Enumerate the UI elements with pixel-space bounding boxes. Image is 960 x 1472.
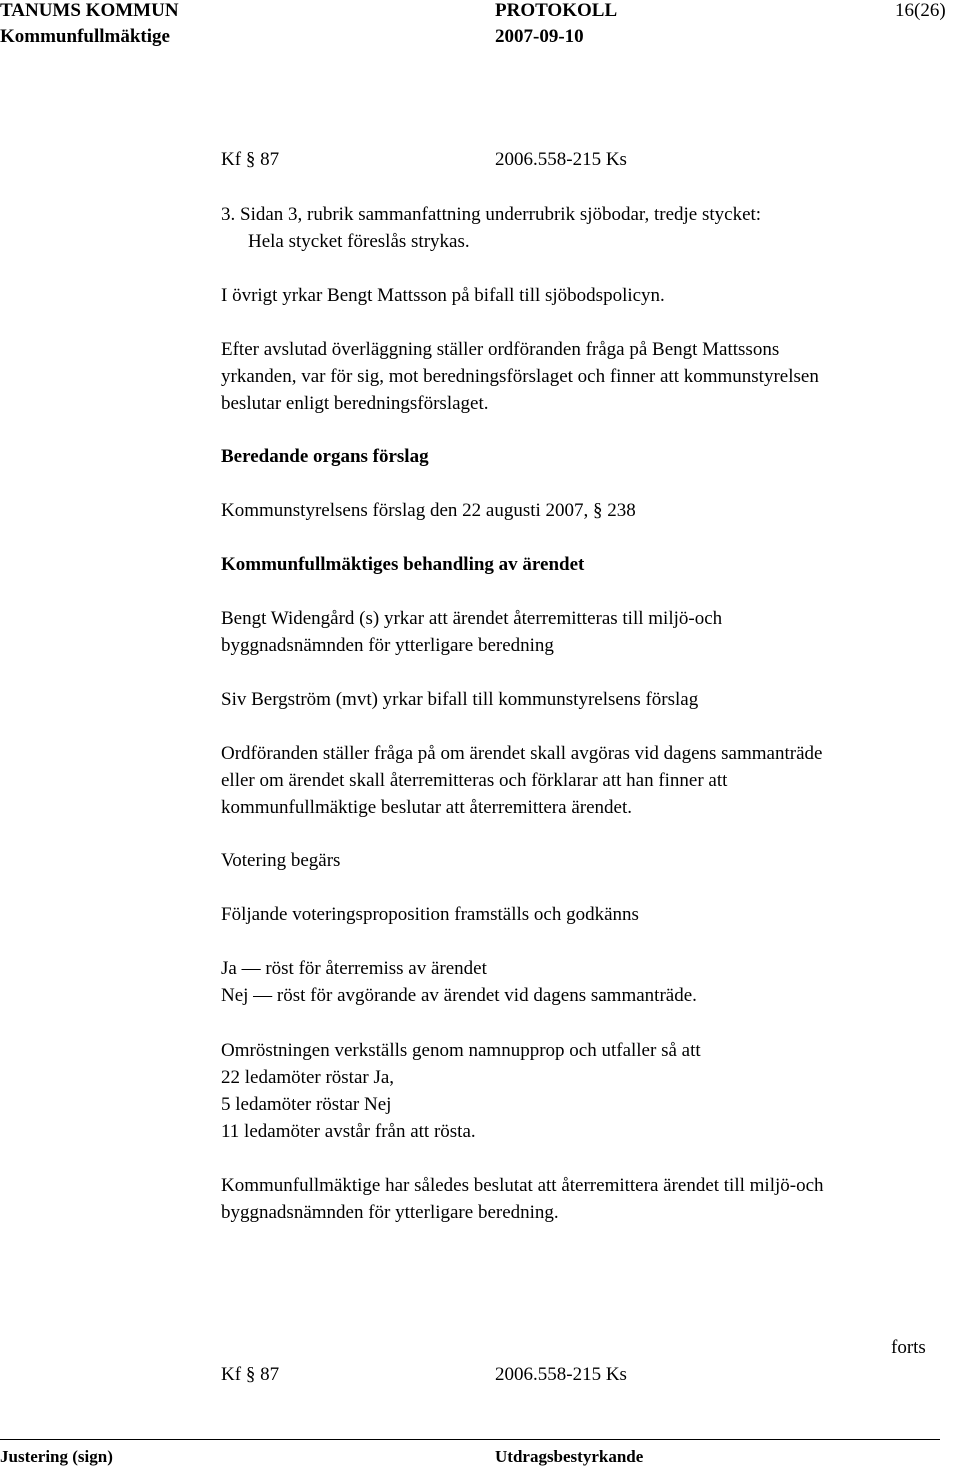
- point-3-line-2: Hela stycket föreslås strykas.: [248, 231, 470, 252]
- doc-type: PROTOKOLL: [495, 0, 618, 21]
- paragraph-foljande: Följande voteringsproposition framställs och godkänns: [221, 904, 639, 925]
- paragraph-beslut: [221, 1172, 824, 1226]
- paragraph-votering: Votering begärs: [221, 850, 341, 871]
- point-3-line-1: 3. Sidan 3, rubrik sammanfattning underrubrik sjöbodar, tredje stycket:: [221, 204, 762, 225]
- meeting-date: 2007-09-10: [495, 26, 584, 47]
- vote-option-ja: Ja — röst för återremiss av ärendet: [221, 958, 487, 979]
- beslut-line-1: Kommunfullmäktige har således beslutat att återremittera ärendet till miljö-och: [221, 1175, 824, 1196]
- omrostning-line-1: Omröstningen verkställs genom namnupprop och utfaller så att: [221, 1040, 701, 1061]
- body-name: Kommunfullmäktige: [0, 26, 170, 47]
- diary-number-top: 2006.558-215 Ks: [495, 149, 627, 170]
- paragraph-widengard-line-2: byggnadsnämnden för ytterligare beredning: [221, 635, 554, 656]
- case-number: 87: [260, 149, 280, 170]
- paragraph-efter-line-3: beslutar enligt beredningsförslaget.: [221, 393, 489, 414]
- paragraph-ordforanden: [221, 740, 822, 821]
- paragraph-omrostning: [221, 1037, 701, 1145]
- case-reference-top: [221, 146, 279, 173]
- ks-paragraph-number: 238: [607, 500, 636, 521]
- paragraph-widengard: [221, 605, 722, 659]
- diary-number-bottom: 2006.558-215 Ks: [495, 1364, 627, 1385]
- case-number: 87: [260, 1364, 280, 1385]
- kf-label: Kf: [221, 1364, 242, 1385]
- paragraph-efter-line-2: yrkanden, var för sig, mot beredningsförslaget och finner att kommunstyrelsen: [221, 366, 819, 387]
- section-mark: §: [245, 1364, 256, 1385]
- forts-label: forts: [891, 1337, 926, 1358]
- omrostning-line-2: 22 ledamöter röstar Ja,: [221, 1067, 395, 1088]
- paragraph-efter-line-1: Efter avslutad överläggning ställer ordföranden fråga på Bengt Mattssons: [221, 339, 780, 360]
- case-reference-bottom: [221, 1361, 279, 1388]
- vote-option-nej: Nej — röst för avgörande av ärendet vid dagens sammanträde.: [221, 985, 697, 1006]
- paragraph-ordforanden-line-3: kommunfullmäktige beslutar att återremittera ärendet.: [221, 797, 632, 818]
- section-mark: §: [593, 500, 603, 521]
- point-3: [221, 201, 761, 255]
- omrostning-line-4: 11 ledamöter avstår från att rösta.: [221, 1121, 476, 1142]
- footer-rule: [0, 1439, 940, 1440]
- beslut-line-2: byggnadsnämnden för ytterligare beredning.: [221, 1202, 559, 1223]
- justering-label: Justering (sign): [0, 1447, 113, 1466]
- paragraph-ks-forslag: [221, 497, 636, 524]
- paragraph-efter: [221, 336, 819, 417]
- kf-label: Kf: [221, 149, 242, 170]
- paragraph-ordforanden-line-2: eller om ärendet skall återremitteras och förklarar att han finner att: [221, 770, 728, 791]
- vote-options: [221, 955, 697, 1009]
- paragraph-ordforanden-line-1: Ordföranden ställer fråga på om ärendet skall avgöras vid dagens sammanträde: [221, 743, 823, 764]
- paragraph-ovrigt: I övrigt yrkar Bengt Mattsson på bifall till sjöbodspolicyn.: [221, 285, 665, 306]
- org-name: TANUMS KOMMUN: [0, 0, 179, 21]
- heading-behandling: Kommunfullmäktiges behandling av ärendet: [221, 554, 585, 575]
- omrostning-line-3: 5 ledamöter röstar Nej: [221, 1094, 392, 1115]
- ks-forslag-text: Kommunstyrelsens förslag den 22 augusti 2007,: [221, 500, 589, 521]
- section-mark: §: [245, 149, 256, 170]
- paragraph-siv: Siv Bergström (mvt) yrkar bifall till kommunstyrelsens förslag: [221, 689, 699, 710]
- heading-beredande: Beredande organs förslag: [221, 446, 429, 467]
- paragraph-widengard-line-1: Bengt Widengård (s) yrkar att ärendet återremitteras till miljö-och: [221, 608, 723, 629]
- utdragsbestyrkande-label: Utdragsbestyrkande: [495, 1447, 644, 1466]
- page-number: 16(26): [895, 0, 946, 21]
